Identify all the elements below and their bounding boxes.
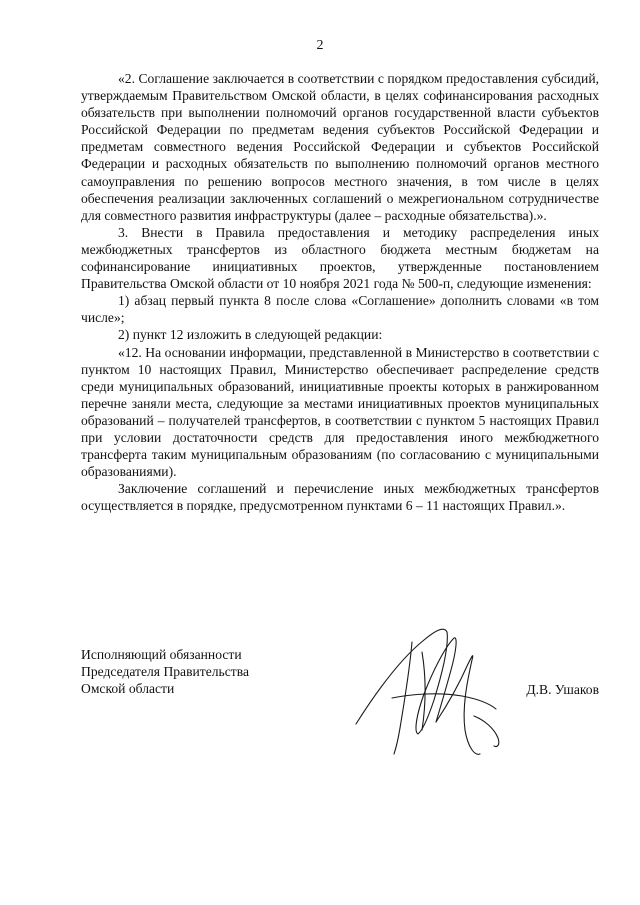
- paragraph-agreement-clause: «2. Соглашение заключается в соответствии с порядком предоставления субсидий, утверждаемым Правительством Омской области, в целях софинансирования расходных обязательств при выполнении полномочий органов государственной власти субъектов Российской Федерации по предметам ведения субъектов Российской Федерации и предметам совместного ведения Российской Федерации и субъектов Российской Федерации и расходных обязательств по выполнению полномочий органов местного самоуправления по решению вопросов местного значения, в том числе в целях обеспечения реализации заключенных соглашений о межрегиональном сотрудничестве для совместного развития инфраструктуры (далее – расходные обязательства).».: [81, 71, 599, 223]
- paragraph-clause-12: «12. На основании информации, представленной в Министерство в соответствии с пунктом 10 настоящих Правил, Министерство обеспечивает распределение средств среди муниципальных образований, инициативные проекты которых в ранжированном перечне заняли места, следующие за местами инициативных проектов муниципальных образований – получателей трансфертов, в соответствии с пунктом 5 настоящих Правил при условии достаточности средств для предоставления иного межбюджетного трансферта таким муниципальным образованиям (по согласованию с муниципальными образованиями).: [81, 344, 599, 480]
- signatory-title: [81, 646, 249, 697]
- signatory-name: Д.В. Ушаков: [526, 682, 599, 697]
- signatory-title-line: Председателя Правительства: [81, 664, 249, 680]
- paragraph-subitem-1: 1) абзац первый пункта 8 после слова «Соглашение» дополнить словами «в том числе»;: [81, 293, 599, 326]
- paragraph-conclusion: Заключение соглашений и перечисление иных межбюджетных трансфертов осуществляется в порядке, предусмотренном пунктами 6 – 11 настоящих Правил.».: [81, 481, 599, 514]
- handwritten-signature: [352, 612, 522, 762]
- signatory-title-line: Исполняющий обязанности: [81, 647, 242, 662]
- paragraph-subitem-2: 2) пункт 12 изложить в следующей редакции:: [118, 327, 383, 343]
- page-number: 2: [316, 38, 324, 53]
- paragraph-item-3: 3. Внести в Правила предоставления и методику распределения иных межбюджетных трансфертов из областного бюджета местным бюджетам на софинансирование инициативных проектов, утвержденные постановлением Правительства Омской области от 10 ноября 2021 года № 500-п, следующие изменения:: [81, 224, 599, 292]
- document-body: [81, 70, 599, 514]
- signatory-title-line: Омской области: [81, 681, 175, 697]
